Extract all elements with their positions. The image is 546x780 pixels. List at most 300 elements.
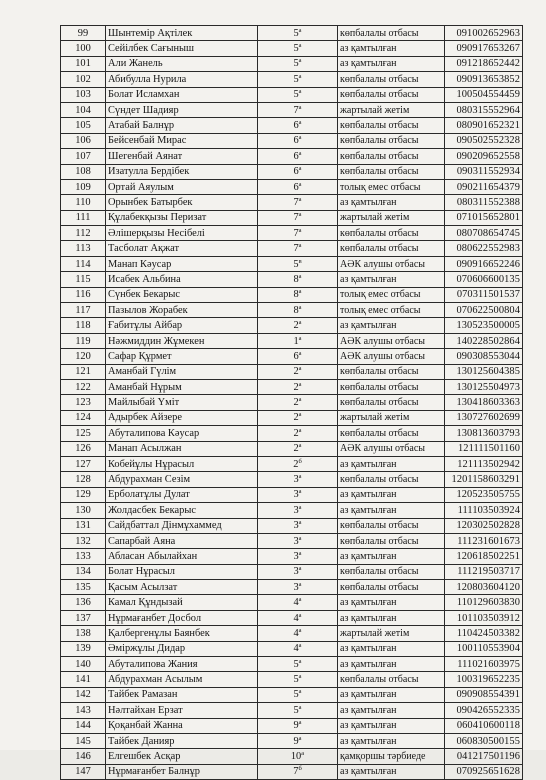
class-letter: а bbox=[298, 673, 302, 681]
category-cell: АӘК алушы отбасы bbox=[338, 441, 445, 456]
table-row bbox=[61, 672, 523, 687]
row-number-cell: 116 bbox=[61, 287, 106, 302]
grade-cell bbox=[258, 610, 338, 625]
iin-cell: 090308553044 bbox=[445, 349, 523, 364]
class-letter: а bbox=[298, 26, 302, 34]
iin-cell: 090426552335 bbox=[445, 703, 523, 718]
iin-cell: 140228502864 bbox=[445, 333, 523, 348]
iin-cell: 080622552983 bbox=[445, 241, 523, 256]
category-cell: АӘК алушы отбасы bbox=[338, 256, 445, 271]
grade-number: 5 bbox=[293, 658, 299, 670]
student-name-cell: Нұрмағанбет Балнұр bbox=[106, 764, 258, 779]
row-number-cell: 135 bbox=[61, 580, 106, 595]
grade-number: 4 bbox=[293, 627, 299, 639]
row-number-cell: 108 bbox=[61, 164, 106, 179]
row-number-cell: 130 bbox=[61, 503, 106, 518]
table-row bbox=[61, 303, 523, 318]
grade-number: 1 bbox=[293, 335, 299, 347]
category-cell: аз қамтылған bbox=[338, 195, 445, 210]
student-name-cell: Елгешбек Асқар bbox=[106, 749, 258, 764]
table-row bbox=[61, 610, 523, 625]
student-name-cell: Абуталипова Кәусар bbox=[106, 426, 258, 441]
grade-cell bbox=[258, 687, 338, 702]
student-name-cell: Тасболат Ақжат bbox=[106, 241, 258, 256]
category-cell: аз қамтылған bbox=[338, 641, 445, 656]
category-cell: көпбалалы отбасы bbox=[338, 564, 445, 579]
grade-number: 8 bbox=[293, 273, 299, 285]
iin-cell: 111021603975 bbox=[445, 657, 523, 672]
row-number-cell: 105 bbox=[61, 118, 106, 133]
grade-cell bbox=[258, 241, 338, 256]
class-letter: а bbox=[298, 242, 302, 250]
student-name-cell: Ғабитұлы Айбар bbox=[106, 318, 258, 333]
table-row bbox=[61, 133, 523, 148]
class-letter: а bbox=[298, 719, 302, 727]
grade-cell bbox=[258, 580, 338, 595]
grade-cell bbox=[258, 395, 338, 410]
category-cell: АӘК алушы отбасы bbox=[338, 333, 445, 348]
student-name-cell: Изатулла Бердібек bbox=[106, 164, 258, 179]
table-body bbox=[61, 26, 523, 780]
table-row bbox=[61, 410, 523, 425]
category-cell: көпбалалы отбасы bbox=[338, 164, 445, 179]
category-cell: қамқоршы тәрбиеде bbox=[338, 749, 445, 764]
student-name-cell: Аманбай Гүлім bbox=[106, 364, 258, 379]
iin-cell: 090917653267 bbox=[445, 41, 523, 56]
grade-number: 5 bbox=[293, 704, 299, 716]
category-cell: толық емес отбасы bbox=[338, 179, 445, 194]
grade-cell bbox=[258, 164, 338, 179]
category-cell: АӘК алушы отбасы bbox=[338, 349, 445, 364]
category-cell: аз қамтылған bbox=[338, 549, 445, 564]
class-letter: а bbox=[298, 334, 302, 342]
student-name-cell: Майлыбай Үміт bbox=[106, 395, 258, 410]
category-cell: аз қамтылған bbox=[338, 687, 445, 702]
table-row bbox=[61, 580, 523, 595]
iin-cell: 111103503924 bbox=[445, 503, 523, 518]
class-letter: а bbox=[298, 596, 302, 604]
table-row bbox=[61, 272, 523, 287]
student-name-cell: Нәлтайхан Ерзат bbox=[106, 703, 258, 718]
category-cell: көпбалалы отбасы bbox=[338, 580, 445, 595]
iin-cell: 090908554391 bbox=[445, 687, 523, 702]
category-cell: аз қамтылған bbox=[338, 456, 445, 471]
student-name-cell: Шынтемір Ақтілек bbox=[106, 26, 258, 41]
class-letter: а bbox=[298, 88, 302, 96]
category-cell: көпбалалы отбасы bbox=[338, 672, 445, 687]
row-number-cell: 143 bbox=[61, 703, 106, 718]
iin-cell: 101103503912 bbox=[445, 610, 523, 625]
table-row bbox=[61, 487, 523, 502]
iin-cell: 090209652558 bbox=[445, 149, 523, 164]
row-number-cell: 118 bbox=[61, 318, 106, 333]
class-letter: а bbox=[298, 303, 302, 311]
grade-cell bbox=[258, 657, 338, 672]
iin-cell: 090211654379 bbox=[445, 179, 523, 194]
grade-number: 3 bbox=[293, 566, 299, 578]
category-cell: көпбалалы отбасы bbox=[338, 133, 445, 148]
grade-cell bbox=[258, 749, 338, 764]
table-row bbox=[61, 87, 523, 102]
grade-number: 7 bbox=[293, 243, 299, 255]
iin-cell: 130727602699 bbox=[445, 410, 523, 425]
class-letter: а bbox=[298, 103, 302, 111]
student-name-cell: Болат Нұрасыл bbox=[106, 564, 258, 579]
grade-cell bbox=[258, 733, 338, 748]
student-name-cell: Манап Кәусар bbox=[106, 256, 258, 271]
student-name-cell: Нәжмиддин Жұмекен bbox=[106, 333, 258, 348]
row-number-cell: 131 bbox=[61, 518, 106, 533]
row-number-cell: 138 bbox=[61, 626, 106, 641]
grade-cell bbox=[258, 195, 338, 210]
table-row bbox=[61, 364, 523, 379]
iin-cell: 100110553904 bbox=[445, 641, 523, 656]
student-name-cell: Әміржұлы Дидар bbox=[106, 641, 258, 656]
student-name-cell: Құлабекқызы Перизат bbox=[106, 210, 258, 225]
table-row bbox=[61, 533, 523, 548]
grade-number: 8 bbox=[293, 289, 299, 301]
class-letter: а bbox=[298, 288, 302, 296]
category-cell: көпбалалы отбасы bbox=[338, 472, 445, 487]
iin-cell: 110424503382 bbox=[445, 626, 523, 641]
grade-number: 10 bbox=[290, 751, 302, 763]
grade-cell bbox=[258, 102, 338, 117]
iin-cell: 091218652442 bbox=[445, 56, 523, 71]
class-letter: а bbox=[298, 72, 302, 80]
grade-number: 3 bbox=[293, 474, 299, 486]
student-name-cell: Абдурахман Асылым bbox=[106, 672, 258, 687]
row-number-cell: 103 bbox=[61, 87, 106, 102]
row-number-cell: 121 bbox=[61, 364, 106, 379]
table-row bbox=[61, 287, 523, 302]
grade-cell bbox=[258, 41, 338, 56]
row-number-cell: 110 bbox=[61, 195, 106, 210]
row-number-cell: 112 bbox=[61, 226, 106, 241]
grade-cell bbox=[258, 703, 338, 718]
category-cell: көпбалалы отбасы bbox=[338, 26, 445, 41]
table-row bbox=[61, 226, 523, 241]
row-number-cell: 128 bbox=[61, 472, 106, 487]
grade-cell bbox=[258, 26, 338, 41]
iin-cell: 100319652235 bbox=[445, 672, 523, 687]
class-letter: а bbox=[298, 519, 302, 527]
row-number-cell: 99 bbox=[61, 26, 106, 41]
iin-cell: 120302502828 bbox=[445, 518, 523, 533]
class-letter: а bbox=[298, 734, 302, 742]
category-cell: аз қамтылған bbox=[338, 318, 445, 333]
grade-number: 6 bbox=[293, 150, 299, 162]
row-number-cell: 144 bbox=[61, 718, 106, 733]
grade-number: 6 bbox=[293, 135, 299, 147]
grade-cell bbox=[258, 672, 338, 687]
student-name-cell: Қоқанбай Жанна bbox=[106, 718, 258, 733]
class-letter: а bbox=[298, 534, 302, 542]
student-name-cell: Камал Құндызай bbox=[106, 595, 258, 610]
grade-cell bbox=[258, 410, 338, 425]
student-name-cell: Исабек Альбина bbox=[106, 272, 258, 287]
row-number-cell: 145 bbox=[61, 733, 106, 748]
grade-cell bbox=[258, 487, 338, 502]
category-cell: көпбалалы отбасы bbox=[338, 72, 445, 87]
student-name-cell: Қасым Асылзат bbox=[106, 580, 258, 595]
grade-number: 2 bbox=[293, 397, 299, 409]
grade-cell bbox=[258, 426, 338, 441]
class-letter: а bbox=[298, 149, 302, 157]
table-row bbox=[61, 56, 523, 71]
student-name-cell: Атабай Балнұр bbox=[106, 118, 258, 133]
student-name-cell: Манап Асылжан bbox=[106, 441, 258, 456]
iin-cell: 070606600135 bbox=[445, 272, 523, 287]
grade-cell bbox=[258, 318, 338, 333]
student-name-cell: Сейілбек Сағыныш bbox=[106, 41, 258, 56]
table-row bbox=[61, 595, 523, 610]
row-number-cell: 115 bbox=[61, 272, 106, 287]
grade-number: 4 bbox=[293, 612, 299, 624]
student-name-cell: Сайдбаттал Дінмұхаммед bbox=[106, 518, 258, 533]
iin-cell: 121113502942 bbox=[445, 456, 523, 471]
class-letter: а bbox=[298, 396, 302, 404]
iin-cell: 111231601673 bbox=[445, 533, 523, 548]
grade-cell bbox=[258, 256, 338, 271]
iin-cell: 130813603793 bbox=[445, 426, 523, 441]
student-name-cell: Сүндет Шадияр bbox=[106, 102, 258, 117]
class-letter: а bbox=[298, 272, 302, 280]
category-cell: аз қамтылған bbox=[338, 610, 445, 625]
grade-number: 2 bbox=[293, 366, 299, 378]
grade-number: 7 bbox=[293, 196, 299, 208]
table-row bbox=[61, 102, 523, 117]
table-row bbox=[61, 626, 523, 641]
class-letter: а bbox=[298, 195, 302, 203]
table-row bbox=[61, 764, 523, 779]
category-cell: көпбалалы отбасы bbox=[338, 533, 445, 548]
grade-cell bbox=[258, 349, 338, 364]
class-letter: а bbox=[298, 565, 302, 573]
iin-cell: 121111501160 bbox=[445, 441, 523, 456]
grade-cell bbox=[258, 226, 338, 241]
category-cell: толық емес отбасы bbox=[338, 303, 445, 318]
table-row bbox=[61, 687, 523, 702]
table-row bbox=[61, 349, 523, 364]
grade-cell bbox=[258, 564, 338, 579]
class-letter: б bbox=[298, 457, 302, 465]
grade-number: 6 bbox=[293, 181, 299, 193]
category-cell: көпбалалы отбасы bbox=[338, 241, 445, 256]
row-number-cell: 141 bbox=[61, 672, 106, 687]
grade-cell bbox=[258, 595, 338, 610]
row-number-cell: 113 bbox=[61, 241, 106, 256]
class-letter: а bbox=[298, 503, 302, 511]
grade-number: 3 bbox=[293, 520, 299, 532]
grade-number: 4 bbox=[293, 643, 299, 655]
grade-cell bbox=[258, 379, 338, 394]
grade-number: 6 bbox=[293, 350, 299, 362]
iin-cell: 130125604385 bbox=[445, 364, 523, 379]
class-letter: а bbox=[298, 473, 302, 481]
category-cell: көпбалалы отбасы bbox=[338, 364, 445, 379]
iin-cell: 1201158603291 bbox=[445, 472, 523, 487]
iin-cell: 111219503717 bbox=[445, 564, 523, 579]
grade-number: 4 bbox=[293, 597, 299, 609]
category-cell: аз қамтылған bbox=[338, 764, 445, 779]
grade-cell bbox=[258, 87, 338, 102]
row-number-cell: 139 bbox=[61, 641, 106, 656]
category-cell: жартылай жетім bbox=[338, 210, 445, 225]
student-name-cell: Орынбек Батырбек bbox=[106, 195, 258, 210]
row-number-cell: 124 bbox=[61, 410, 106, 425]
grade-number: 7 bbox=[293, 212, 299, 224]
category-cell: аз қамтылған bbox=[338, 41, 445, 56]
table-row bbox=[61, 703, 523, 718]
student-name-cell: Шегенбай Аянат bbox=[106, 149, 258, 164]
table-row bbox=[61, 749, 523, 764]
iin-cell: 110129603830 bbox=[445, 595, 523, 610]
grade-cell bbox=[258, 503, 338, 518]
iin-cell: 120523505755 bbox=[445, 487, 523, 502]
row-number-cell: 117 bbox=[61, 303, 106, 318]
row-number-cell: 100 bbox=[61, 41, 106, 56]
class-letter: а bbox=[298, 134, 302, 142]
grade-cell bbox=[258, 149, 338, 164]
grade-number: 3 bbox=[293, 535, 299, 547]
row-number-cell: 109 bbox=[61, 179, 106, 194]
table-row bbox=[61, 149, 523, 164]
grade-number: 5 bbox=[293, 89, 299, 101]
iin-cell: 090916652246 bbox=[445, 256, 523, 271]
iin-cell: 080901652321 bbox=[445, 118, 523, 133]
grade-cell bbox=[258, 303, 338, 318]
table-row bbox=[61, 733, 523, 748]
student-name-cell: Абуталипова Жания bbox=[106, 657, 258, 672]
class-letter: а bbox=[298, 688, 302, 696]
grade-number: 7 bbox=[293, 766, 299, 778]
grade-number: 7 bbox=[293, 104, 299, 116]
iin-cell: 120618502251 bbox=[445, 549, 523, 564]
row-number-cell: 106 bbox=[61, 133, 106, 148]
table-row bbox=[61, 549, 523, 564]
category-cell: көпбалалы отбасы bbox=[338, 395, 445, 410]
row-number-cell: 142 bbox=[61, 687, 106, 702]
iin-cell: 130418603363 bbox=[445, 395, 523, 410]
category-cell: көпбалалы отбасы bbox=[338, 379, 445, 394]
iin-cell: 071015652801 bbox=[445, 210, 523, 225]
grade-number: 3 bbox=[293, 489, 299, 501]
student-name-cell: Тайбек Данияр bbox=[106, 733, 258, 748]
category-cell: аз қамтылған bbox=[338, 703, 445, 718]
grade-cell bbox=[258, 133, 338, 148]
category-cell: аз қамтылған bbox=[338, 718, 445, 733]
student-name-cell: Қалбергенұлы Баянбек bbox=[106, 626, 258, 641]
category-cell: аз қамтылған bbox=[338, 487, 445, 502]
table-row bbox=[61, 441, 523, 456]
table-row bbox=[61, 179, 523, 194]
grade-number: 2 bbox=[293, 320, 299, 332]
class-letter: а bbox=[298, 488, 302, 496]
row-number-cell: 136 bbox=[61, 595, 106, 610]
student-name-cell: Абдурахман Сезім bbox=[106, 472, 258, 487]
grade-cell bbox=[258, 549, 338, 564]
grade-number: 5 bbox=[293, 27, 299, 39]
grade-cell bbox=[258, 118, 338, 133]
iin-cell: 130125504973 bbox=[445, 379, 523, 394]
category-cell: жартылай жетім bbox=[338, 626, 445, 641]
category-cell: жартылай жетім bbox=[338, 410, 445, 425]
table-row bbox=[61, 564, 523, 579]
grade-number: 2 bbox=[293, 427, 299, 439]
student-name-cell: Сүнбек Бекарыс bbox=[106, 287, 258, 302]
row-number-cell: 123 bbox=[61, 395, 106, 410]
class-letter: а bbox=[298, 642, 302, 650]
category-cell: толық емес отбасы bbox=[338, 287, 445, 302]
iin-cell: 080315552964 bbox=[445, 102, 523, 117]
iin-cell: 090311552934 bbox=[445, 164, 523, 179]
grade-number: 7 bbox=[293, 227, 299, 239]
grade-number: 5 bbox=[293, 674, 299, 686]
table-row bbox=[61, 41, 523, 56]
class-letter: а bbox=[298, 319, 302, 327]
row-number-cell: 137 bbox=[61, 610, 106, 625]
grade-number: 9 bbox=[293, 735, 299, 747]
class-letter: а bbox=[298, 549, 302, 557]
table-row bbox=[61, 503, 523, 518]
class-letter: а bbox=[298, 226, 302, 234]
class-letter: а bbox=[298, 580, 302, 588]
class-letter: а bbox=[298, 703, 302, 711]
row-number-cell: 134 bbox=[61, 564, 106, 579]
table-row bbox=[61, 641, 523, 656]
table-row bbox=[61, 318, 523, 333]
row-number-cell: 119 bbox=[61, 333, 106, 348]
table-row bbox=[61, 333, 523, 348]
category-cell: көпбалалы отбасы bbox=[338, 149, 445, 164]
student-name-cell: Аманбай Нұрым bbox=[106, 379, 258, 394]
student-name-cell: Али Жанель bbox=[106, 56, 258, 71]
student-name-cell: Адырбек Айзере bbox=[106, 410, 258, 425]
row-number-cell: 114 bbox=[61, 256, 106, 271]
class-letter: б bbox=[298, 765, 302, 773]
row-number-cell: 127 bbox=[61, 456, 106, 471]
grade-number: 3 bbox=[293, 504, 299, 516]
student-name-cell: Ерболатұлы Дулат bbox=[106, 487, 258, 502]
grade-cell bbox=[258, 518, 338, 533]
category-cell: көпбалалы отбасы bbox=[338, 118, 445, 133]
iin-cell: 090913653852 bbox=[445, 72, 523, 87]
iin-cell: 080311552388 bbox=[445, 195, 523, 210]
grade-number: 3 bbox=[293, 550, 299, 562]
class-letter: а bbox=[298, 365, 302, 373]
category-cell: аз қамтылған bbox=[338, 657, 445, 672]
row-number-cell: 107 bbox=[61, 149, 106, 164]
grade-cell bbox=[258, 718, 338, 733]
class-letter: а bbox=[298, 657, 302, 665]
class-letter: а bbox=[298, 380, 302, 388]
category-cell: аз қамтылған bbox=[338, 56, 445, 71]
class-letter: а bbox=[298, 611, 302, 619]
class-letter: а bbox=[298, 180, 302, 188]
row-number-cell: 140 bbox=[61, 657, 106, 672]
table-row bbox=[61, 718, 523, 733]
iin-cell: 080708654745 bbox=[445, 226, 523, 241]
row-number-cell: 126 bbox=[61, 441, 106, 456]
row-number-cell: 147 bbox=[61, 764, 106, 779]
grade-cell bbox=[258, 764, 338, 779]
student-name-cell: Бейсенбай Мирас bbox=[106, 133, 258, 148]
iin-cell: 060410600118 bbox=[445, 718, 523, 733]
table-row bbox=[61, 657, 523, 672]
table-row bbox=[61, 72, 523, 87]
class-letter: а bbox=[298, 165, 302, 173]
student-name-cell: Жолдасбек Бекарыс bbox=[106, 503, 258, 518]
